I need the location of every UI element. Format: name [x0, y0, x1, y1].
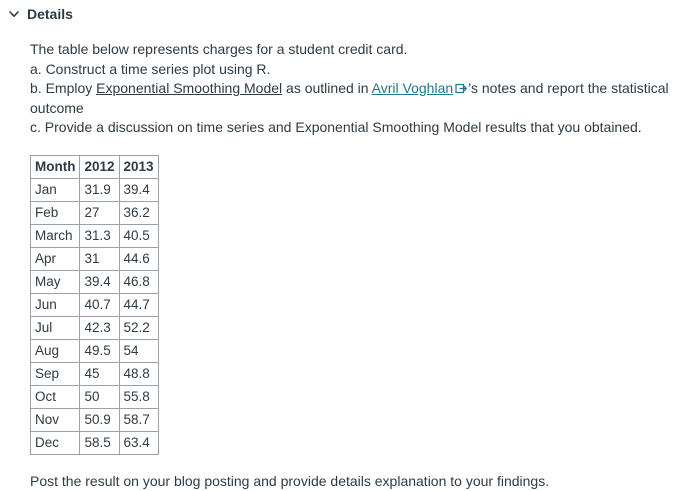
table-cell: Jan [31, 178, 80, 201]
table-header-row [31, 155, 159, 178]
chevron-down-icon [8, 8, 20, 20]
table-cell: Aug [31, 339, 80, 362]
description-intro: The table below represents charges for a student credit card. [30, 41, 408, 57]
table-cell: March [31, 224, 80, 247]
table-cell: May [31, 270, 80, 293]
table-cell: 31 [80, 247, 119, 270]
table-row [31, 431, 159, 454]
table-cell: Nov [31, 408, 80, 431]
table-cell: 40.5 [119, 224, 158, 247]
table-row [31, 316, 159, 339]
table-cell: 45 [80, 362, 119, 385]
item-b-prefix: b. Employ [30, 80, 97, 96]
item-b-underlined-phrase: Exponential Smoothing Model [96, 80, 283, 96]
closing-instruction: Post the result on your blog posting and provide details explanation to your findings. [30, 472, 550, 489]
table-cell: 39.4 [119, 178, 158, 201]
details-toggle[interactable] [8, 4, 73, 22]
table-row [31, 201, 159, 224]
table-row [31, 362, 159, 385]
table-cell: 52.2 [119, 316, 158, 339]
avril-voghlan-link[interactable]: Avril Voghlan [371, 80, 454, 96]
column-header-2013: 2013 [119, 155, 158, 178]
charges-table-body [31, 178, 159, 454]
details-content [30, 40, 690, 491]
table-cell: Oct [31, 385, 80, 408]
table-cell: 58.7 [119, 408, 158, 431]
table-row [31, 247, 159, 270]
table-cell: 54 [119, 339, 158, 362]
table-row [31, 408, 159, 431]
table-cell: 36.2 [119, 201, 158, 224]
table-row [31, 339, 159, 362]
table-cell: 44.6 [119, 247, 158, 270]
table-cell: 42.3 [80, 316, 119, 339]
table-cell: Jun [31, 293, 80, 316]
table-row [31, 178, 159, 201]
table-cell: Jul [31, 316, 80, 339]
table-cell: 40.7 [80, 293, 119, 316]
table-cell: 49.5 [80, 339, 119, 362]
assignment-description [30, 40, 690, 138]
table-cell: 58.5 [80, 431, 119, 454]
external-link-icon[interactable] [455, 80, 468, 92]
table-cell: 31.3 [80, 224, 119, 247]
column-header-month: Month [31, 155, 80, 178]
table-cell: 50 [80, 385, 119, 408]
item-b-suffix: ’s notes and report the statistical outcome [30, 80, 669, 116]
table-cell: Apr [31, 247, 80, 270]
table-cell: 50.9 [80, 408, 119, 431]
table-row [31, 385, 159, 408]
section-title: Details [27, 6, 73, 22]
charges-table [30, 155, 159, 455]
table-cell: 27 [80, 201, 119, 224]
table-cell: 55.8 [119, 385, 158, 408]
table-cell: Dec [31, 431, 80, 454]
charges-table-head [31, 155, 159, 178]
description-item-a: a. Construct a time series plot using R. [30, 60, 271, 77]
table-cell: 44.7 [119, 293, 158, 316]
table-cell: 39.4 [80, 270, 119, 293]
table-cell: Feb [31, 201, 80, 224]
table-row [31, 270, 159, 293]
description-item-b [30, 80, 669, 116]
item-b-middle: as outlined in [282, 80, 372, 96]
description-item-c: c. Provide a discussion on time series and Exponential Smoothing Model results that you obtained. [30, 119, 642, 135]
table-cell: 63.4 [119, 431, 158, 454]
table-row [31, 293, 159, 316]
column-header-2012: 2012 [80, 155, 119, 178]
table-cell: Sep [31, 362, 80, 385]
table-row [31, 224, 159, 247]
table-cell: 48.8 [119, 362, 158, 385]
table-cell: 46.8 [119, 270, 158, 293]
table-cell: 31.9 [80, 178, 119, 201]
